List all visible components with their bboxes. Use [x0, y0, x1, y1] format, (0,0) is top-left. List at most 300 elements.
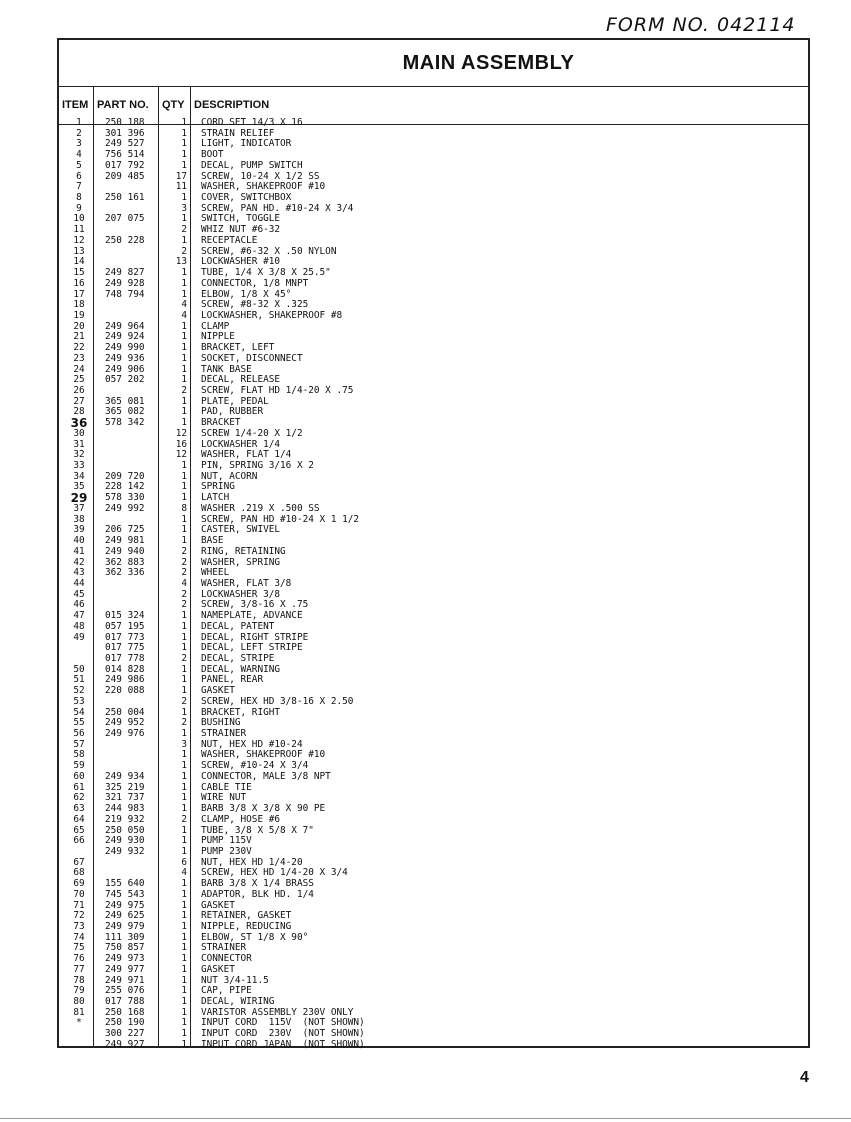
cell-item: 15 — [73, 267, 85, 279]
cell-part-no: 249 979 — [105, 921, 145, 932]
cell-description: WASHER, SHAKEPROOF #10 — [201, 181, 326, 193]
cell-part-no: 249 936 — [105, 352, 145, 364]
cell-description: DECAL, RIGHT STRIPE — [201, 631, 309, 643]
cell-qty: 1 — [181, 492, 187, 504]
cell-part-no: 015 324 — [105, 610, 145, 622]
table-row — [59, 579, 809, 590]
cell-description: INPUT CORD 115V (NOT SHOWN) — [201, 1017, 365, 1029]
cell-item: 25 — [73, 374, 85, 386]
table-row — [59, 214, 809, 225]
cell-qty: 1 — [181, 674, 187, 686]
cell-qty: 1 — [181, 234, 187, 246]
table-row — [59, 654, 809, 665]
cell-qty: 2 — [181, 813, 187, 825]
cell-description: SCREW 1/4-20 X 1/2 — [201, 427, 303, 439]
cell-qty: 1 — [181, 288, 187, 300]
cell-description: LOCKWASHER 3/8 — [201, 588, 281, 600]
header-item: ITEM — [62, 99, 89, 111]
cell-qty: 11 — [175, 181, 187, 193]
page-title: MAIN ASSEMBLY — [402, 52, 575, 74]
cell-part-no: 017 778 — [105, 653, 145, 664]
cell-qty: 1 — [181, 953, 187, 965]
table-row — [59, 547, 809, 558]
table-row — [59, 268, 809, 279]
cell-item: 40 — [73, 535, 85, 547]
cell-qty: 1 — [181, 363, 187, 375]
table-row — [59, 826, 809, 837]
cell-qty: 1 — [181, 331, 187, 343]
cell-qty: 1 — [181, 620, 187, 632]
cell-description: RING, RETAINING — [201, 545, 286, 557]
cell-qty: 3 — [181, 738, 187, 750]
cell-qty: 12 — [175, 449, 187, 461]
table-row — [59, 418, 809, 429]
cell-qty: 1 — [181, 921, 187, 932]
table-row — [59, 911, 809, 922]
cell-description: SPRING — [201, 481, 235, 493]
cell-description: SCREW, #10-24 X 3/4 — [201, 760, 309, 772]
table-row — [59, 965, 809, 976]
table-row — [59, 665, 809, 676]
cell-qty: 17 — [175, 170, 187, 182]
cell-part-no: 249 976 — [105, 728, 145, 740]
cell-description: LATCH — [201, 492, 230, 504]
cell-qty: 1 — [181, 985, 187, 997]
cell-qty: 1 — [181, 395, 187, 407]
cell-qty: 1 — [181, 974, 187, 986]
cell-item: 79 — [73, 985, 85, 997]
cell-item: 49 — [73, 631, 85, 643]
cell-item: 17 — [73, 288, 85, 300]
cell-part-no: 249 930 — [105, 835, 145, 847]
cell-part-no: 017 792 — [105, 159, 145, 171]
cell-item: 16 — [73, 277, 85, 289]
cell-qty: 4 — [181, 577, 187, 589]
cell-part-no: 209 485 — [105, 170, 145, 182]
cell-item: 74 — [73, 931, 85, 943]
table-row — [59, 515, 809, 526]
cell-description: NAMEPLATE, ADVANCE — [201, 610, 303, 622]
cell-item: 27 — [73, 395, 85, 407]
cell-qty: 1 — [181, 1038, 187, 1050]
form-number: FORM NO. 042114 — [606, 14, 796, 36]
cell-item: 75 — [73, 942, 85, 954]
cell-item: 6 — [76, 170, 82, 182]
cell-item: 30 — [73, 427, 85, 439]
cell-item: 26 — [73, 385, 85, 396]
cell-item: 9 — [76, 202, 82, 214]
cell-part-no: 249 932 — [105, 845, 145, 857]
cell-item: 4 — [76, 149, 82, 161]
cell-description: ELBOW, ST 1/8 X 90° — [201, 931, 309, 943]
cell-qty: 1 — [181, 824, 187, 836]
cell-description: DECAL, WIRING — [201, 996, 275, 1008]
table-row — [59, 150, 809, 161]
cell-description: DECAL, STRIPE — [201, 653, 275, 664]
cell-qty: 1 — [181, 149, 187, 161]
cell-qty: 1 — [181, 728, 187, 740]
cell-description: SCREW, HEX HD 3/8-16 X 2.50 — [201, 695, 354, 707]
cell-qty: 13 — [175, 256, 187, 268]
cell-description: SCREW, FLAT HD 1/4-20 X .75 — [201, 385, 354, 396]
cell-part-no: 249 527 — [105, 138, 145, 150]
cell-part-no: 017 775 — [105, 642, 145, 654]
cell-item: 54 — [73, 706, 85, 718]
cell-part-no: 249 990 — [105, 342, 145, 354]
cell-description: NUT, HEX HD 1/4-20 — [201, 856, 303, 868]
cell-part-no: 249 981 — [105, 535, 145, 547]
cell-item: 65 — [73, 824, 85, 836]
cell-qty: 1 — [181, 835, 187, 847]
table-row — [59, 472, 809, 483]
cell-qty: 1 — [181, 213, 187, 225]
table-row — [59, 558, 809, 569]
table-row — [59, 536, 809, 547]
table-row — [59, 997, 809, 1008]
cell-description: DECAL, PATENT — [201, 620, 275, 632]
cell-item: 63 — [73, 803, 85, 815]
cell-item: 60 — [73, 770, 85, 782]
cell-item: 73 — [73, 921, 85, 932]
cell-description: SCREW, #6-32 X .50 NYLON — [201, 245, 337, 257]
cell-item: 20 — [73, 320, 85, 332]
cell-qty: 1 — [181, 685, 187, 697]
cell-qty: 1 — [181, 138, 187, 150]
cell-qty: 1 — [181, 770, 187, 782]
cell-description: NIPPLE, REDUCING — [201, 921, 292, 932]
table-row — [59, 868, 809, 879]
cell-qty: 1 — [181, 192, 187, 204]
table-row — [59, 772, 809, 783]
cell-part-no: 249 977 — [105, 963, 145, 975]
cell-qty: 1 — [181, 1028, 187, 1040]
cell-description: GASKET — [201, 899, 235, 911]
cell-description: WHIZ NUT #6-32 — [201, 224, 281, 236]
cell-part-no: 249 992 — [105, 502, 145, 514]
cell-qty: 1 — [181, 460, 187, 472]
cell-qty: 1 — [181, 417, 187, 429]
cell-qty: 1 — [181, 470, 187, 482]
cell-part-no: 250 188 — [105, 117, 145, 128]
table-row — [59, 836, 809, 847]
table-row — [59, 290, 809, 301]
cell-part-no: 014 828 — [105, 663, 145, 675]
table-row — [59, 933, 809, 944]
cell-item: 35 — [73, 481, 85, 493]
cell-description: BRACKET, RIGHT — [201, 706, 281, 718]
table-row — [59, 718, 809, 729]
cell-part-no: 111 309 — [105, 931, 145, 943]
cell-part-no: 365 082 — [105, 406, 145, 418]
cell-description: DECAL, PUMP SWITCH — [201, 159, 303, 171]
cell-item: 3 — [76, 138, 82, 150]
cell-qty: 4 — [181, 299, 187, 311]
cell-part-no: 249 934 — [105, 770, 145, 782]
cell-qty: 1 — [181, 642, 187, 654]
cell-qty: 2 — [181, 653, 187, 664]
table-row — [59, 493, 809, 504]
cell-item: 7 — [76, 181, 82, 193]
cell-description: BOOT — [201, 149, 224, 161]
cell-part-no: 250 228 — [105, 234, 145, 246]
cell-qty: 1 — [181, 899, 187, 911]
cell-part-no: 228 142 — [105, 481, 145, 493]
cell-description: CONNECTOR, MALE 3/8 NPT — [201, 770, 331, 782]
cell-qty: 1 — [181, 942, 187, 954]
cell-part-no: 250 050 — [105, 824, 145, 836]
cell-item: 33 — [73, 460, 85, 472]
cell-description: INPUT CORD 230V (NOT SHOWN) — [201, 1028, 365, 1040]
table-row — [59, 847, 809, 858]
cell-item: 14 — [73, 256, 85, 268]
cell-part-no: 206 725 — [105, 524, 145, 536]
cell-part-no: 057 202 — [105, 374, 145, 386]
cell-item: 19 — [73, 309, 85, 321]
cell-part-no: 220 088 — [105, 685, 145, 697]
cell-item: 41 — [73, 545, 85, 557]
cell-item: 70 — [73, 888, 85, 900]
cell-qty: 2 — [181, 599, 187, 611]
cell-description: PUMP 230V — [201, 845, 252, 857]
table-row — [59, 1040, 809, 1051]
cell-description: CONNECTOR — [201, 953, 252, 965]
cell-description: PAD, RUBBER — [201, 406, 264, 418]
table-row — [59, 675, 809, 686]
cell-part-no: 155 640 — [105, 878, 145, 890]
cell-qty: 1 — [181, 1017, 187, 1029]
cell-description: SCREW, PAN HD. #10-24 X 3/4 — [201, 202, 354, 214]
cell-item: 32 — [73, 449, 85, 461]
cell-qty: 4 — [181, 867, 187, 879]
cell-item: 31 — [73, 438, 85, 450]
cell-description: BASE — [201, 535, 224, 547]
cell-part-no: 250 004 — [105, 706, 145, 718]
cell-part-no: 748 794 — [105, 288, 145, 300]
cell-part-no: 249 940 — [105, 545, 145, 557]
cell-item: 50 — [73, 663, 85, 675]
cell-part-no: 578 342 — [105, 417, 145, 429]
cell-item: 66 — [73, 835, 85, 847]
cell-part-no: 255 076 — [105, 985, 145, 997]
cell-qty: 2 — [181, 545, 187, 557]
table-row — [59, 225, 809, 236]
cell-description: PLATE, PEDAL — [201, 395, 269, 407]
cell-qty: 1 — [181, 760, 187, 772]
cell-item: 12 — [73, 234, 85, 246]
parts-list-frame — [57, 38, 810, 1048]
cell-part-no: 745 543 — [105, 888, 145, 900]
cell-qty: 1 — [181, 845, 187, 857]
table-row — [59, 643, 809, 654]
cell-description: GASKET — [201, 685, 235, 697]
table-row — [59, 236, 809, 247]
cell-description: CLAMP — [201, 320, 230, 332]
cell-qty: 1 — [181, 127, 187, 139]
cell-qty: 1 — [181, 610, 187, 622]
cell-item: 11 — [73, 224, 85, 236]
cell-description: SCREW, HEX HD 1/4-20 X 3/4 — [201, 867, 348, 879]
cell-qty: 2 — [181, 588, 187, 600]
cell-part-no: 249 986 — [105, 674, 145, 686]
page-number: 4 — [800, 1069, 809, 1086]
cell-qty: 6 — [181, 856, 187, 868]
cell-description: WASHER .219 X .500 SS — [201, 502, 320, 514]
table-row — [59, 182, 809, 193]
cell-qty: 1 — [181, 524, 187, 536]
cell-part-no: 249 924 — [105, 331, 145, 343]
cell-qty: 1 — [181, 888, 187, 900]
table-row — [59, 750, 809, 761]
table-row — [59, 440, 809, 451]
cell-part-no: 325 219 — [105, 781, 145, 793]
cell-description: CASTER, SWIVEL — [201, 524, 281, 536]
table-row — [59, 407, 809, 418]
table-row — [59, 343, 809, 354]
header-qty: QTY — [162, 99, 185, 111]
cell-item: 62 — [73, 792, 85, 804]
cell-qty: 1 — [181, 406, 187, 418]
table-row — [59, 815, 809, 826]
cell-description: LOCKWASHER, SHAKEPROOF #8 — [201, 309, 343, 321]
cell-item: 18 — [73, 299, 85, 311]
cell-part-no: 249 975 — [105, 899, 145, 911]
cell-item: 52 — [73, 685, 85, 697]
cell-qty: 1 — [181, 631, 187, 643]
cell-part-no: 249 927 — [105, 1038, 145, 1050]
table-row — [59, 922, 809, 933]
cell-description: TUBE, 3/8 X 5/8 X 7" — [201, 824, 314, 836]
cell-qty: 2 — [181, 717, 187, 729]
cell-qty: 1 — [181, 342, 187, 354]
cell-item: 45 — [73, 588, 85, 600]
table-row — [59, 686, 809, 697]
cell-item: 57 — [73, 738, 85, 750]
table-row — [59, 793, 809, 804]
cell-qty: 1 — [181, 803, 187, 815]
cell-description: NIPPLE — [201, 331, 235, 343]
cell-item: 69 — [73, 878, 85, 890]
table-row — [59, 257, 809, 268]
cell-part-no: 249 625 — [105, 910, 145, 922]
cell-qty: 1 — [181, 996, 187, 1008]
cell-part-no: 249 964 — [105, 320, 145, 332]
table-row — [59, 129, 809, 140]
cell-description: RECEPTACLE — [201, 234, 258, 246]
cell-item: 56 — [73, 728, 85, 740]
table-row — [59, 1008, 809, 1019]
cell-item: 58 — [73, 749, 85, 761]
cell-description: STRAIN RELIEF — [201, 127, 275, 139]
cell-qty: 1 — [181, 352, 187, 364]
cell-description: BRACKET, LEFT — [201, 342, 275, 354]
cell-qty: 3 — [181, 202, 187, 214]
cell-qty: 1 — [181, 159, 187, 171]
table-row — [59, 761, 809, 772]
cell-qty: 4 — [181, 309, 187, 321]
table-row — [59, 461, 809, 472]
cell-item: 23 — [73, 352, 85, 364]
cell-item: 53 — [73, 695, 85, 707]
table-row — [59, 729, 809, 740]
cell-description: ELBOW, 1/8 X 45° — [201, 288, 292, 300]
table-row — [59, 954, 809, 965]
cell-part-no: 365 081 — [105, 395, 145, 407]
cell-description: BUSHING — [201, 717, 241, 729]
table-row — [59, 386, 809, 397]
cell-description: PUMP 115V — [201, 835, 252, 847]
cell-description: WASHER, FLAT 3/8 — [201, 577, 292, 589]
cell-item: 55 — [73, 717, 85, 729]
cell-part-no: 750 857 — [105, 942, 145, 954]
table-row — [59, 568, 809, 579]
cell-description: PIN, SPRING 3/16 X 2 — [201, 460, 314, 472]
cell-part-no: 250 190 — [105, 1017, 145, 1029]
table-row — [59, 322, 809, 333]
cell-description: NUT 3/4-11.5 — [201, 974, 269, 986]
cell-part-no: 209 720 — [105, 470, 145, 482]
cell-item: 24 — [73, 363, 85, 375]
cell-qty: 1 — [181, 781, 187, 793]
cell-description: LOCKWASHER 1/4 — [201, 438, 281, 450]
cell-qty: 1 — [181, 963, 187, 975]
cell-item: 44 — [73, 577, 85, 589]
bottom-rule — [0, 1118, 851, 1119]
cell-qty: 8 — [181, 502, 187, 514]
cell-description: GASKET — [201, 963, 235, 975]
cell-description: VARISTOR ASSEMBLY 230V ONLY — [201, 1006, 354, 1018]
table-row — [59, 279, 809, 290]
cell-item: 81 — [73, 1006, 85, 1018]
cell-item: 13 — [73, 245, 85, 257]
cell-part-no: 249 827 — [105, 267, 145, 279]
table-row — [59, 858, 809, 869]
cell-description: LOCKWASHER #10 — [201, 256, 281, 268]
cell-qty: 1 — [181, 663, 187, 675]
cell-part-no: 249 971 — [105, 974, 145, 986]
table-row — [59, 247, 809, 258]
cell-qty: 2 — [181, 695, 187, 707]
cell-part-no: 362 336 — [105, 567, 145, 579]
cell-part-no: 249 928 — [105, 277, 145, 289]
table-row — [59, 890, 809, 901]
cell-item: 37 — [73, 502, 85, 514]
header-part-no: PART NO. — [97, 99, 149, 111]
cell-description: TUBE, 1/4 X 3/8 X 25.5" — [201, 267, 331, 279]
cell-qty: 12 — [175, 427, 187, 439]
cell-description: BARB 3/8 X 3/8 X 90 PE — [201, 803, 326, 815]
table-row — [59, 976, 809, 987]
cell-description: LIGHT, INDICATOR — [201, 138, 292, 150]
cell-item: 47 — [73, 610, 85, 622]
table-row — [59, 1029, 809, 1040]
cell-part-no: 249 973 — [105, 953, 145, 965]
cell-item: 78 — [73, 974, 85, 986]
cell-item: 77 — [73, 963, 85, 975]
cell-description: CLAMP, HOSE #6 — [201, 813, 281, 825]
cell-item: 64 — [73, 813, 85, 825]
cell-description: SCREW, 10-24 X 1/2 SS — [201, 170, 320, 182]
cell-description: RETAINER, GASKET — [201, 910, 292, 922]
cell-item: 2 — [76, 127, 82, 139]
table-row — [59, 879, 809, 890]
cell-part-no: 362 883 — [105, 556, 145, 568]
table-row — [59, 504, 809, 515]
cell-item: 76 — [73, 953, 85, 965]
cell-item: 8 — [76, 192, 82, 204]
cell-qty: 1 — [181, 749, 187, 761]
cell-item: 59 — [73, 760, 85, 772]
cell-part-no: 756 514 — [105, 149, 145, 161]
